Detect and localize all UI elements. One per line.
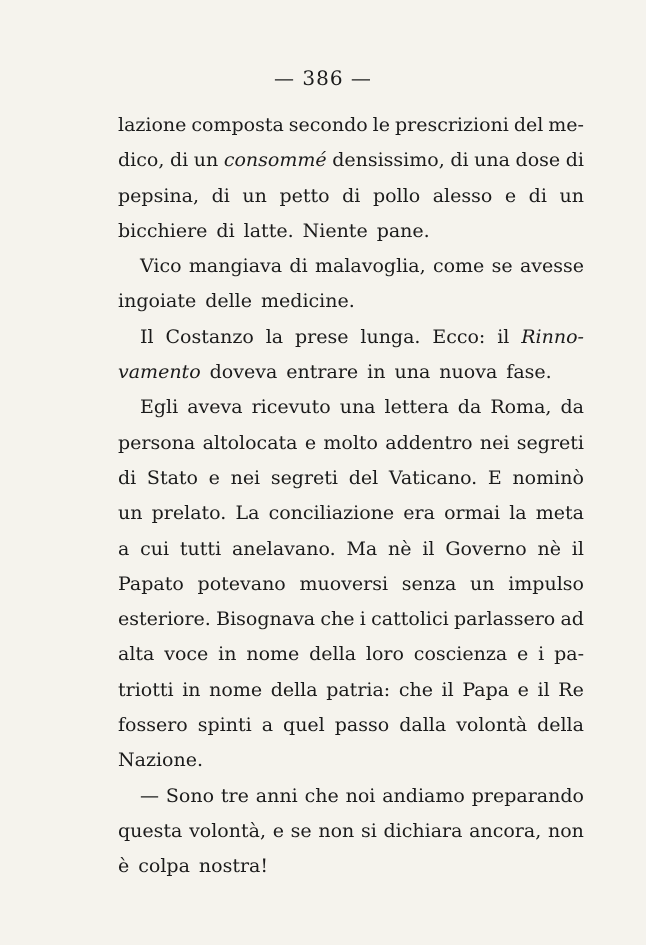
word: il [422,537,435,560]
text-line [118,214,584,249]
word: composta [191,114,284,136]
text-line [118,249,584,284]
word: in [367,361,386,384]
word: della [537,714,584,737]
word: un [118,502,143,525]
text-line [118,779,584,814]
word: una [394,361,431,384]
text-line [118,637,584,672]
word: parlassero [453,608,556,631]
word: potevano [197,572,286,595]
word: esteriore. [118,608,211,631]
word: il [537,678,550,701]
word: voce [164,643,209,666]
word: medicine. [261,290,355,313]
word: le [372,114,390,136]
word: colpa [138,855,190,878]
word: il [571,537,584,560]
word: molto [323,431,378,454]
word: dico, [118,149,165,172]
word: ingoiate [118,290,197,313]
text-line [118,814,584,849]
word: triotti [118,678,174,701]
word: vamento [118,361,201,384]
page-body-text [118,108,584,885]
word: petto [279,184,330,207]
word: di [289,255,308,278]
word: pane. [376,219,430,242]
word: è [118,855,130,878]
word: a [118,537,130,560]
word: nè [388,537,412,560]
word: un [242,184,267,207]
word: ad [560,608,584,631]
word: questa [118,819,183,842]
word: e [504,184,517,207]
word: alesso [432,184,493,207]
word: dichiara [383,819,463,842]
word: latte. [243,219,294,242]
word: in [218,643,237,666]
word: di [450,149,469,172]
word: del [348,466,379,489]
word: e [517,643,529,666]
word: pollo [372,184,421,207]
word: patria: [326,678,391,701]
text-line [118,532,584,567]
word: il [497,325,510,348]
word: nei [479,431,510,454]
word: della [270,678,318,701]
word: entrare [286,361,359,384]
word: di [211,184,230,207]
word: che [398,678,433,701]
word: passo [334,714,390,737]
word: non [318,819,355,842]
text-line [118,108,584,143]
text-line [118,179,584,214]
word: Rinno- [521,325,584,348]
word: anelavano. [231,537,336,560]
word: Sono [165,784,215,807]
word: di [342,184,361,207]
text-line [118,426,584,461]
text-line [118,496,584,531]
word: a [261,714,274,737]
word: prescrizioni [394,114,509,136]
word: Costanzo [165,325,254,348]
word: in [182,678,201,701]
word: Bisognava [216,608,316,631]
word: e [272,819,284,842]
word: impulso [508,572,584,595]
word: altolocata [202,431,298,454]
word: di [528,184,547,207]
word: doveva [209,361,278,384]
text-line [118,708,584,743]
word: secondo [288,114,368,136]
word: che [304,784,339,807]
word: E [487,466,502,489]
text-line [118,355,584,390]
word: ormai [444,502,501,525]
word: prelato. [151,502,227,525]
word: di [565,149,584,172]
word: da [560,396,584,419]
word: ancora, [469,819,542,842]
word: spinti [197,714,252,737]
word: lettera [384,396,449,419]
word: segreti [516,431,584,454]
word: nome [246,643,300,666]
word: la [265,325,284,348]
word: conciliazione [268,502,395,525]
word: consommé [223,149,327,172]
word: la [509,502,527,525]
word: di [118,466,137,489]
word: Roma, [490,396,552,419]
word: da [457,396,482,419]
word: segreti [270,466,339,489]
word: un [559,184,584,207]
text-line [118,390,584,425]
text-line [118,673,584,708]
word: muoversi [299,572,389,595]
word: volontà [456,714,528,737]
word: cattolici [371,608,449,631]
word: nuova [439,361,498,384]
word: Re [558,678,584,701]
word: tutti [179,537,222,560]
word: nei [230,466,261,489]
word: quel [283,714,325,737]
word: Niente [302,219,368,242]
word: nome [209,678,263,701]
word: di [169,149,189,172]
word: nominò [512,466,584,489]
word: Il [140,325,154,348]
word: di [216,219,235,242]
word: una [474,149,510,172]
text-line [118,849,584,884]
word: fase. [506,361,552,384]
word: dalla [399,714,447,737]
word: avesse [519,255,584,278]
word: noi [345,784,376,807]
word: Ecco: [432,325,486,348]
word: Governo [445,537,527,560]
word: tre [220,784,249,807]
word: Stato [146,466,198,489]
word: fossero [118,714,188,737]
word: si [360,819,377,842]
word: un [470,572,495,595]
word: volontà, [189,819,266,842]
word: e [517,678,529,701]
word: La [235,502,260,525]
word: il [441,678,454,701]
word: delle [205,290,253,313]
word: lazione [118,114,187,136]
word: che [320,608,355,631]
word: lunga. [360,325,421,348]
word: pepsina, [118,184,200,207]
word: se [491,255,513,278]
word: — [140,784,159,807]
text-line [118,602,584,637]
text-line [118,284,584,319]
word: aveva [187,396,243,419]
word: Papa [462,678,510,701]
word: un [193,149,219,172]
word: della [309,643,357,666]
word: del [513,114,544,136]
word: Nazione. [118,749,203,772]
word: dose [515,149,561,172]
word: Egli [140,396,179,419]
word: mangiava [188,255,283,278]
word: Vaticano. [388,466,478,489]
word: cui [140,537,170,560]
word: Papato [118,572,184,595]
word: come [432,255,485,278]
word: prese [295,325,349,348]
text-line [118,743,584,778]
word: una [339,396,376,419]
word: bicchiere [118,219,208,242]
word: era [403,502,435,525]
text-line [118,567,584,602]
word: preparando [471,784,584,807]
word: e [208,466,220,489]
word: i [538,643,545,666]
word: i [359,608,366,631]
word: nè [537,537,561,560]
word: se [290,819,312,842]
word: persona [118,431,196,454]
word: Vico [140,255,182,278]
word: non [547,819,584,842]
text-line [118,461,584,496]
word: senza [401,572,457,595]
word: loro [365,643,404,666]
word: pa- [554,643,584,666]
word: malavoglia, [315,255,426,278]
text-line [118,320,584,355]
word: densissimo, [332,149,445,172]
word: anni [255,784,298,807]
word: Ma [346,537,378,560]
word: nostra! [198,855,269,878]
word: alta [118,643,155,666]
word: ricevuto [251,396,331,419]
word: andiamo [382,784,465,807]
word: meta [535,502,584,525]
word: coscienza [413,643,508,666]
page-number: — 386 — [274,66,372,90]
word: addentro [385,431,473,454]
word: me- [548,114,584,136]
text-line [118,143,584,178]
word: e [304,431,317,454]
